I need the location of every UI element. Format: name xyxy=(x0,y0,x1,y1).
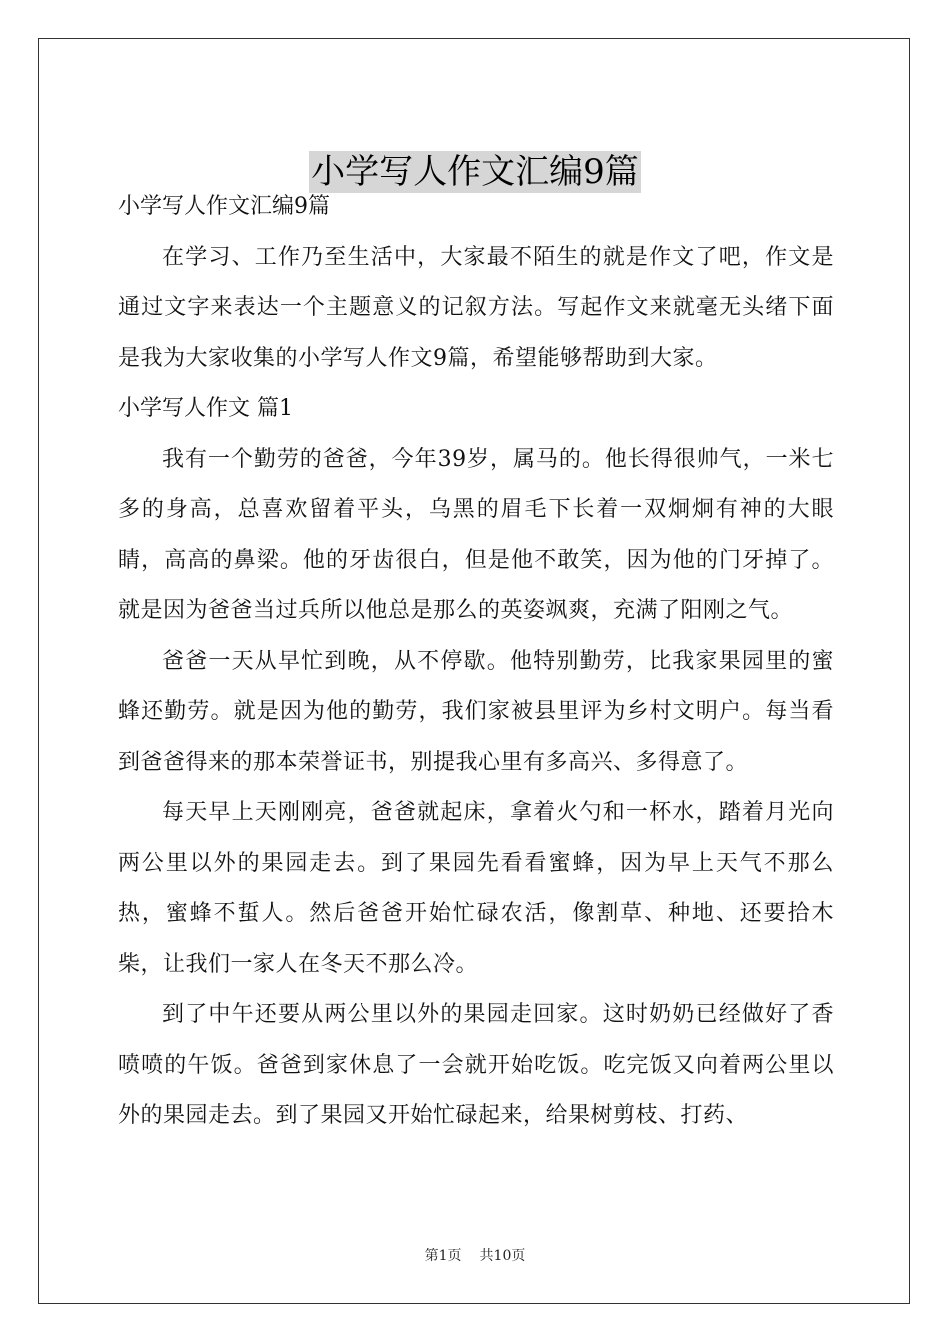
body-paragraph-2: 爸爸一天从早忙到晚，从不停歇。他特别勤劳，比我家果园里的蜜蜂还勤劳。就是因为他的勤劳，我们家被县里评为乡村文明户。每当看到爸爸得来的那本荣誉证书，别提我心里有多高兴、多得意了。 xyxy=(118,648,834,775)
document-body xyxy=(118,182,834,1142)
document-title: 小学写人作文汇编9篇 xyxy=(311,151,639,192)
body-paragraph-3: 每天早上天刚刚亮，爸爸就起床，拿着火勺和一杯水，踏着月光向两公里以外的果园走去。到了果园先看看蜜蜂，因为早上天气不那么热，蜜蜂不蜇人。然后爸爸开始忙碌农活，像割草、种地、还要拾木柴，让我们一家人在冬天不那么冷。 xyxy=(118,800,834,977)
section-heading: 小学写人作文 篇1 xyxy=(118,396,293,421)
page-footer xyxy=(0,1246,950,1266)
intro-paragraph: 在学习、工作乃至生活中，大家最不陌生的就是作文了吧，作文是通过文字来表达一个主题意义的记叙方法。写起作文来就毫无头绪下面是我为大家收集的小学写人作文9篇，希望能够帮助到大家。 xyxy=(118,244,834,371)
page-total: 共10页 xyxy=(479,1248,526,1264)
body-paragraph-1: 我有一个勤劳的爸爸，今年39岁，属马的。他长得很帅气，一米七多的身高，总喜欢留着平头，乌黑的眉毛下长着一双炯炯有神的大眼睛，高高的鼻梁。他的牙齿很白，但是他不敢笑，因为他的门牙掉了。就是因为爸爸当过兵所以他总是那么的英姿飒爽，充满了阳刚之气。 xyxy=(118,446,834,623)
subtitle-line: 小学写人作文汇编9篇 xyxy=(118,194,330,219)
page-number: 第1页 xyxy=(424,1248,462,1264)
body-paragraph-4: 到了中午还要从两公里以外的果园走回家。这时奶奶已经做好了香喷喷的午饭。爸爸到家休息了一会就开始吃饭。吃完饭又向着两公里以外的果园走去。到了果园又开始忙碌起来，给果树剪枝、打药、 xyxy=(118,1002,834,1128)
